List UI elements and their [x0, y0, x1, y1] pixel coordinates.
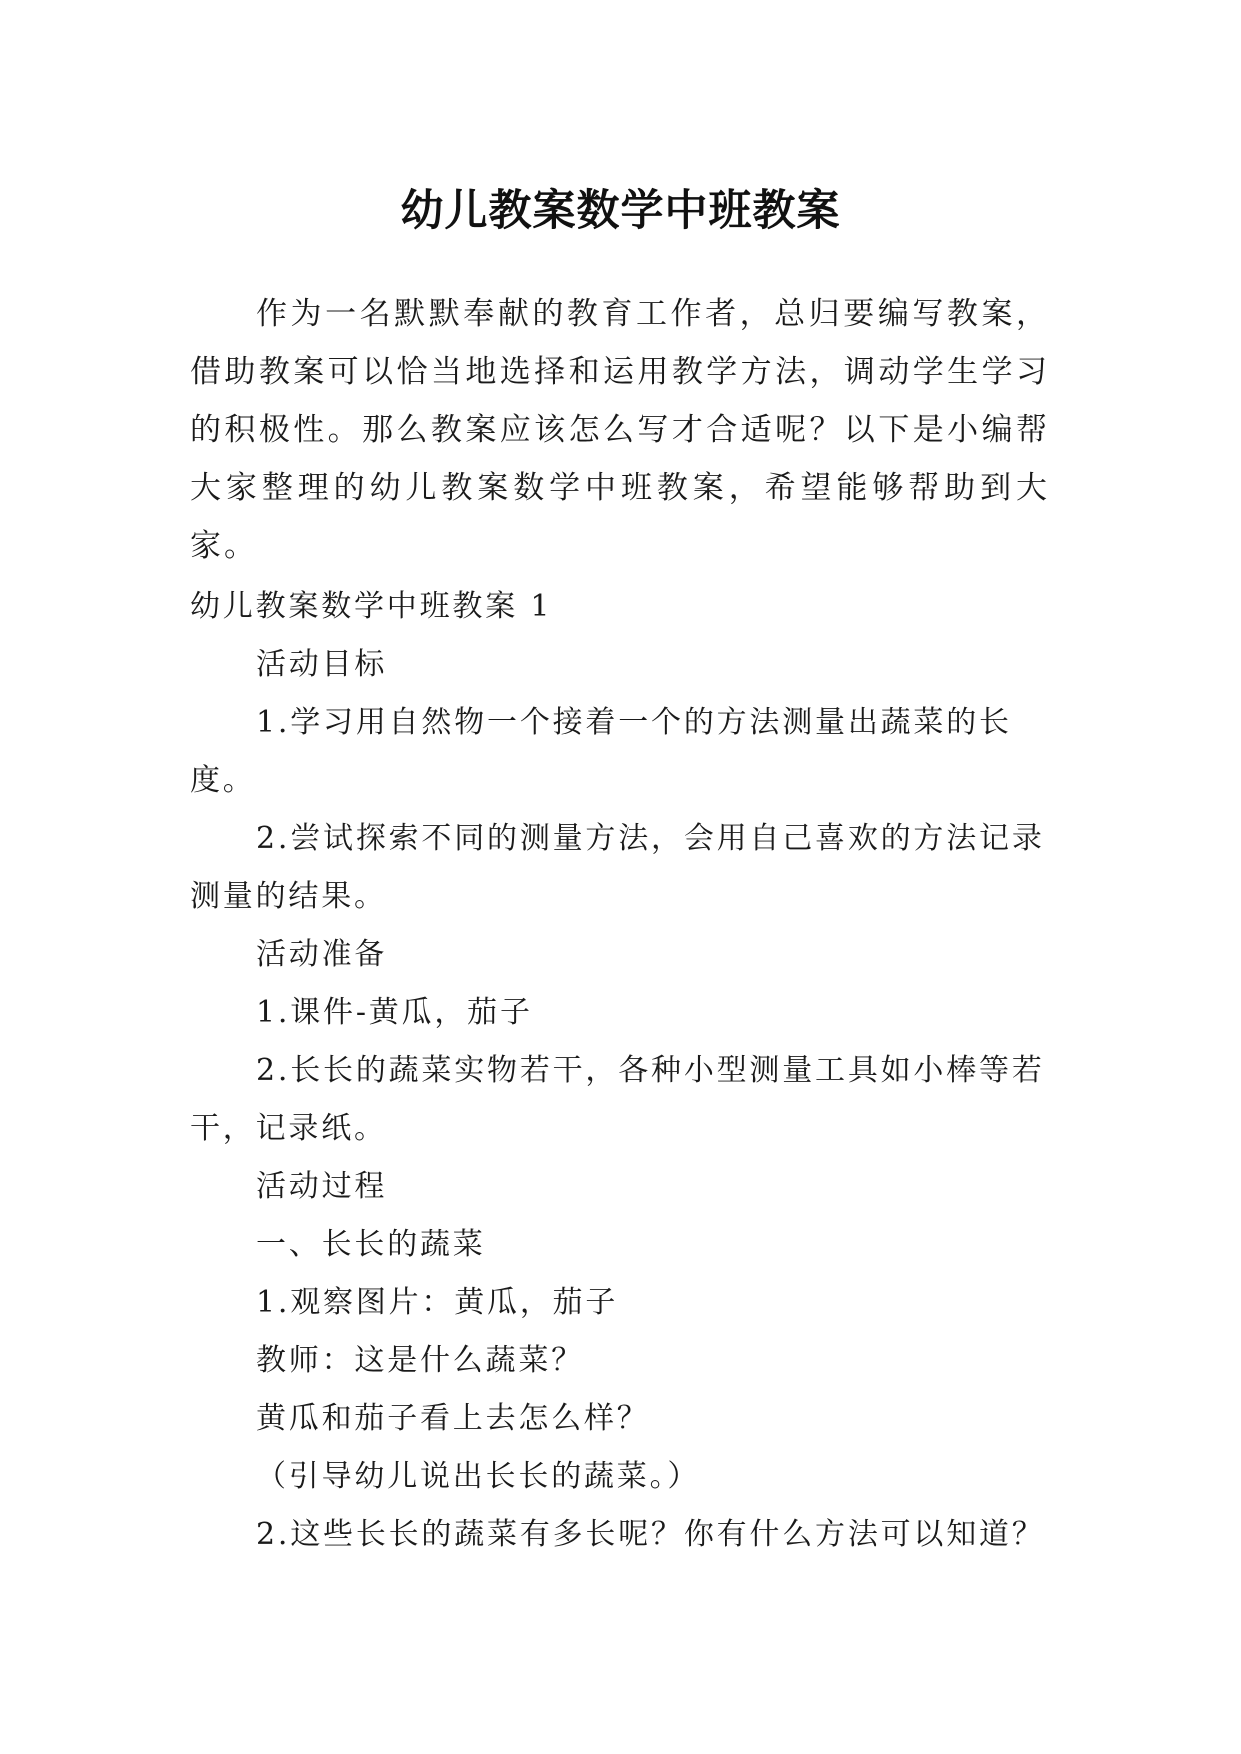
paragraph-goal-heading: 活动目标	[256, 647, 388, 682]
paragraph-prep-heading: 活动准备	[256, 937, 388, 972]
paragraph-observe: 1.观察图片：黄瓜，茄子	[256, 1285, 619, 1320]
section-title: 幼儿教案数学中班教案 1	[190, 589, 553, 624]
paragraph-prep-2: 2.长长的蔬菜实物若干，各种小型测量工具如小棒等若干，记录纸。	[190, 1053, 1045, 1146]
intro-paragraph: 作为一名默默奉献的教育工作者，总归要编写教案，借助教案可以恰当地选择和运用教学方法，调动学生学习的积极性。那么教案应该怎么写才合适呢？以下是小编帮大家整理的幼儿教案数学中班教案，希望能够帮助到大家。	[190, 296, 1050, 564]
paragraph-look-question: 黄瓜和茄子看上去怎么样？	[256, 1401, 650, 1436]
paragraph-length-question: 2.这些长长的蔬菜有多长呢？你有什么方法可以知道？	[256, 1517, 1045, 1552]
paragraph-guide: （引导幼儿说出长长的蔬菜。）	[256, 1459, 701, 1494]
paragraph-process-heading: 活动过程	[256, 1169, 388, 1204]
paragraph-goal-2: 2.尝试探索不同的测量方法，会用自己喜欢的方法记录测量的结果。	[190, 821, 1045, 914]
paragraph-teacher-question: 教师：这是什么蔬菜？	[256, 1343, 584, 1378]
paragraph-process-step-1: 一、长长的蔬菜	[256, 1227, 486, 1262]
paragraph-prep-1: 1.课件-黄瓜，茄子	[256, 995, 533, 1030]
document-body	[190, 578, 1070, 1564]
paragraph-goal-1: 1.学习用自然物一个接着一个的方法测量出蔬菜的长度。	[190, 705, 1012, 798]
document-title: 幼儿教案数学中班教案	[400, 185, 841, 236]
